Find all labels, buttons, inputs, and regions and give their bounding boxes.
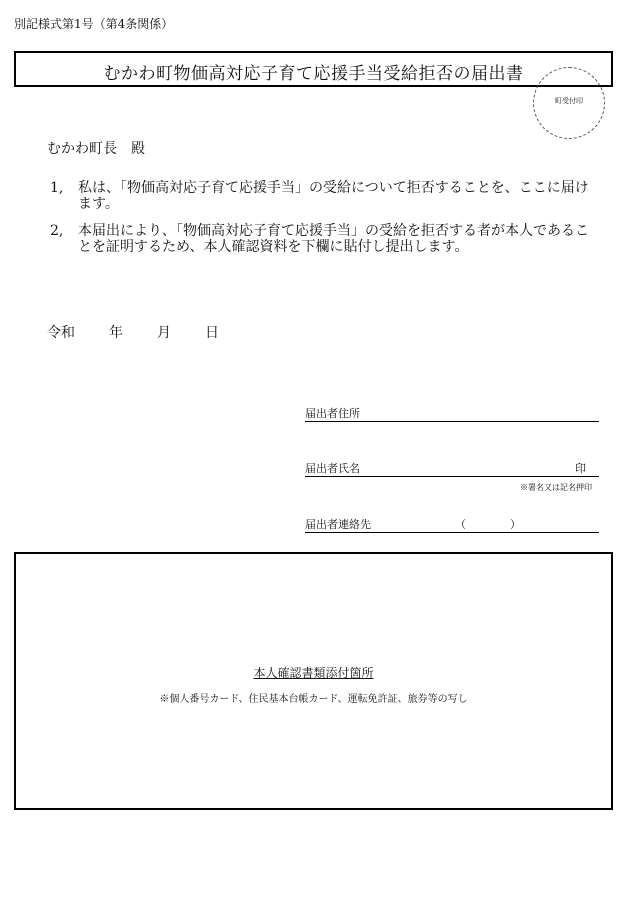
name-field[interactable] (305, 462, 599, 477)
contact-field[interactable] (305, 518, 599, 533)
name-label: 届出者氏名 (305, 462, 360, 475)
date-row (47, 322, 219, 342)
seal-mark: 印 (575, 462, 586, 475)
document-title: むかわ町物価高対応子育て応援手当受給拒否の届出書 (103, 64, 524, 84)
contact-parentheses: （ ） (455, 518, 521, 531)
item-text: 私は、「物価高対応子育て応援手当」の受給について拒否することを、ここに届けます。 (78, 180, 589, 212)
attachment-title-text: 本人確認書類添付箇所 (253, 666, 374, 680)
date-month: 月 (157, 325, 171, 341)
item-number: 2, (50, 223, 64, 239)
title-box (14, 51, 613, 87)
date-era: 令和 (47, 325, 75, 341)
address-label: 届出者住所 (305, 407, 360, 420)
item-number: 1, (50, 180, 64, 196)
form-number-label: 別記様式第1号（第4条関係） (14, 17, 174, 31)
id-attachment-box[interactable] (14, 552, 613, 810)
item-text: 本届出により、「物価高対応子育て応援手当」の受給を拒否する者が本人であることを証明するため、本人確認資料を下欄に貼付し提出します。 (78, 223, 589, 255)
attachment-title (16, 664, 611, 681)
date-year: 年 (109, 325, 123, 341)
date-day: 日 (205, 325, 219, 341)
reception-stamp-area (533, 67, 605, 139)
stamp-label: 町受付印 (555, 97, 583, 105)
address-field[interactable] (305, 407, 599, 422)
signature-note: ※署名又は記名押印 (520, 483, 592, 492)
attachment-note: ※個人番号カード、住民基本台帳カード、運転免許証、旅券等の写し (159, 694, 468, 705)
addressee: むかわ町長 殿 (47, 141, 145, 157)
contact-label: 届出者連絡先 (305, 518, 371, 531)
